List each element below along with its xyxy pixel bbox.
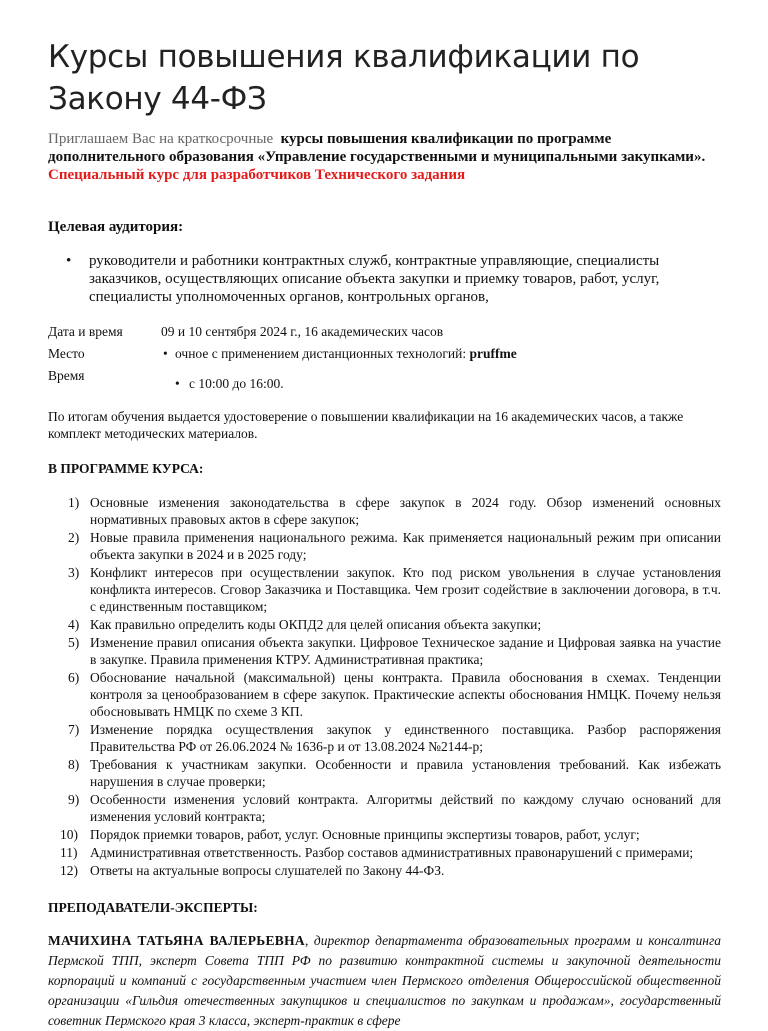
- program-item: 7) Изменение порядка осуществления закупок у единственного поставщика. Разбор распоряжения Правительства РФ от 26.06.2024 № 1636-р и от 13.08.2024 №2144-р;: [68, 722, 721, 754]
- program-heading: В ПРОГРАММЕ КУРСА:: [48, 461, 204, 476]
- time-label: Время: [48, 368, 85, 383]
- event-details-table: [48, 324, 517, 392]
- page-title: Курсы повышения квалификации по Закону 44-ФЗ: [48, 39, 640, 117]
- audience-heading: Целевая аудитория:: [48, 219, 184, 235]
- place-platform: pruffme: [469, 346, 517, 361]
- time-value: • с 10:00 до 16:00.: [161, 376, 517, 392]
- program-item: 11) Административная ответственность. Разбор составов административных правонарушений с примерами;: [60, 845, 694, 860]
- audience-item: • руководители и работники контрактных служб, контрактные управляющие, специалисты заказчиков, осуществляющих описание объекта закупки и приемку товаров, работ, услуг, специалисты уполномоченных органов, контрольных органов,: [89, 252, 721, 306]
- teacher-name: МАЧИХИНА ТАТЬЯНА ВАЛЕРЬЕВНА: [48, 933, 305, 948]
- program-item: 12) Ответы на актуальные вопросы слушателей по Закону 44-ФЗ.: [60, 863, 445, 878]
- program-item: 5) Изменение правил описания объекта закупки. Цифровое Техническое задание и Цифровая заявка на участие в закупке. Правила применения КТРУ. Административная практика;: [68, 635, 721, 667]
- program-item: 3) Конфликт интересов при осуществлении закупок. Кто под риском увольнения в случае установления конфликта интересов. Сговор Заказчика и Поставщика. Чем грозит содействие в заключении договора, в т.ч. с единственным поставщиком;: [68, 565, 721, 614]
- intro-special-course: Специальный курс для разработчиков Технического задания: [48, 167, 466, 183]
- place-value: [161, 346, 517, 362]
- program-list: [48, 494, 721, 879]
- program-item: 6) Обоснование начальной (максимальной) цены контракта. Правила обоснования в схемах. Тенденции контроля за ценообразованием в сфере закупок. Практические аспекты обоснования НМЦК. Почему нельзя обосновывать НМЦК по схеме 3 КП.: [68, 670, 721, 719]
- program-item: 4) Как правильно определить коды ОКПД2 для целей описания объекта закупки;: [68, 617, 542, 632]
- teacher-bio: МАЧИХИНА ТАТЬЯНА ВАЛЕРЬЕВНА, директор департамента образовательных программ и консалтинга Пермской ТПП, эксперт Совета ТПП РФ по развитию контрактной системы и закупочной деятельности корпораций и компаний с государственным участием член Пермского отделения Общероссийской общественной организации «Гильдия отечественных закупщиков и специалистов по закупкам и продажам», государственный советник Пермского края 3 класса, эксперт-практик в сфере: [48, 933, 722, 1028]
- program-item: 10) Порядок приемки товаров, работ, услуг. Основные принципы экспертизы товаров, работ, услуг;: [60, 827, 640, 842]
- intro-paragraph: [48, 130, 721, 184]
- teacher-description: директор департамента образовательных программ и консалтинга Пермской ТПП, эксперт Совета ТПП РФ по развитию контрактной системы и закупочной деятельности корпораций и компаний с государственным участием член Пермского отделения Общероссийской общественной организации «Гильдия отечественных закупщиков и специалистов по закупкам и продажам», государственный советник Пермского края 3 класса, эксперт-практик в сфере: [48, 933, 722, 1028]
- audience-list: [48, 252, 721, 306]
- place-format: очное с применением дистанционных технологий:: [175, 346, 467, 361]
- place-label: Место: [48, 346, 85, 361]
- teachers-heading: ПРЕПОДАВАТЕЛИ-ЭКСПЕРТЫ:: [48, 900, 258, 915]
- date-value: 09 и 10 сентября 2024 г., 16 академических часов: [161, 324, 444, 339]
- intro-invite-text: Приглашаем Вас на краткосрочные: [48, 131, 274, 147]
- program-item: 9) Особенности изменения условий контракта. Алгоритмы действий по каждому случаю оснований для изменения условий контракта;: [68, 792, 721, 824]
- program-item: 8) Требования к участникам закупки. Особенности и правила установления требований. Как избежать нарушения в случае проверки;: [68, 757, 721, 789]
- program-item: 1) Основные изменения законодательства в сфере закупок в 2024 году. Обзор изменений основных нормативных правовых актов в сфере закупок;: [68, 495, 721, 527]
- program-item: 2) Новые правила применения национального режима. Как применяется национальный режим при описании объекта закупки в 2024 и в 2025 году;: [68, 530, 721, 562]
- certificate-paragraph: По итогам обучения выдается удостоверение о повышении квалификации на 16 академических часов, а также комплект методических материалов.: [48, 409, 684, 441]
- intro-course-name: курсы повышения квалификации по программе дополнительного образования «Управление государственными и муниципальными закупками».: [48, 131, 706, 165]
- date-label: Дата и время: [48, 324, 123, 339]
